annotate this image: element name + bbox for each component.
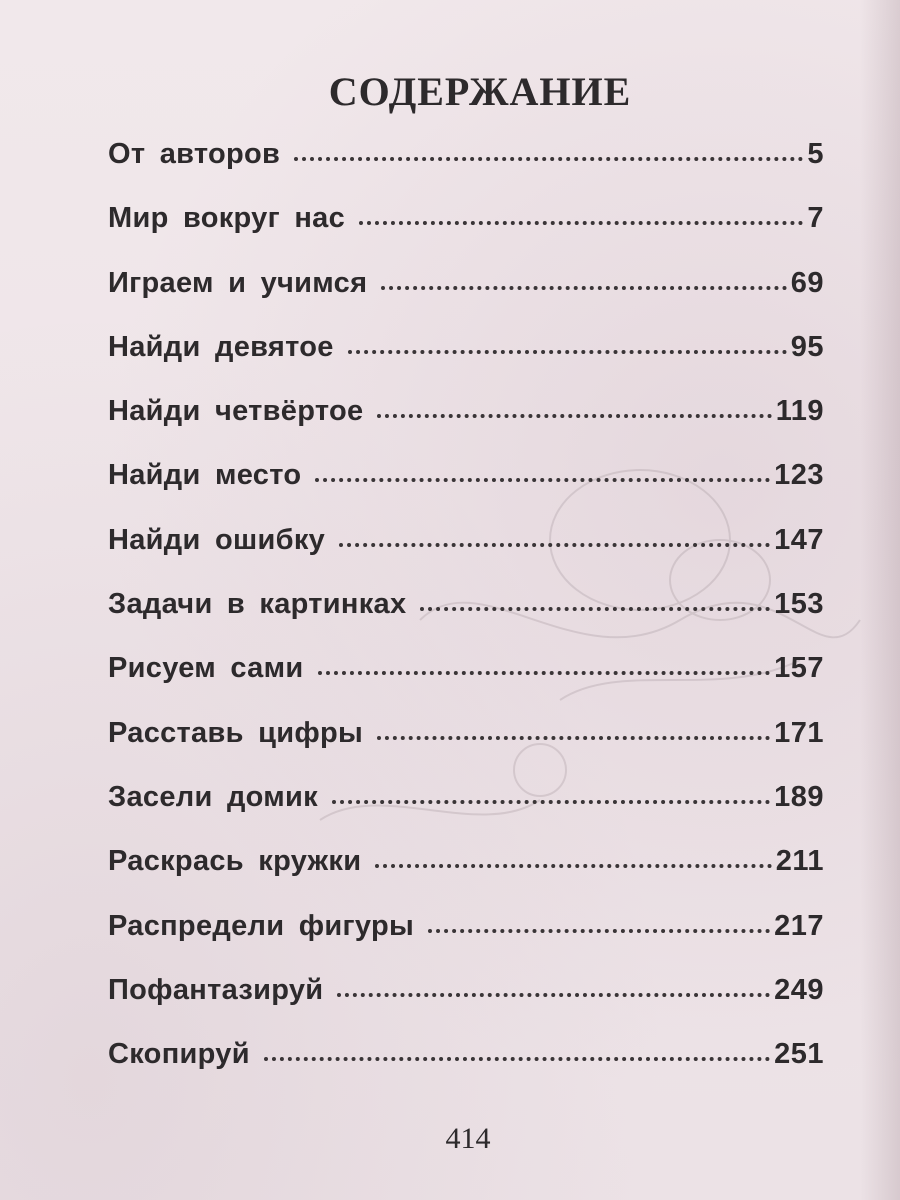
toc-entry — [108, 267, 824, 331]
toc-entry-page: 211 — [775, 845, 824, 878]
toc-entry-page: 7 — [807, 202, 824, 235]
dot-leader — [359, 221, 803, 225]
page-number: 414 — [445, 1122, 491, 1155]
toc-entry-title: Задачи в картинках — [108, 588, 407, 621]
toc-entry-page: 217 — [774, 909, 824, 942]
dot-leader — [377, 414, 771, 418]
toc-entry — [108, 781, 824, 845]
toc-entry-title: Найди четвёртое — [108, 395, 364, 428]
toc-entry — [108, 974, 824, 1038]
dot-leader — [294, 157, 803, 161]
dot-leader — [377, 736, 770, 740]
page-title: СОДЕРЖАНИЕ — [328, 69, 632, 114]
toc-entry — [108, 331, 824, 395]
toc-entry-title: Засели домик — [108, 780, 318, 813]
dot-leader — [381, 286, 786, 290]
dot-leader — [348, 350, 787, 354]
toc-entry-title: Расставь цифры — [108, 716, 364, 749]
toc-entry-title: От авторов — [108, 138, 281, 170]
toc-entry-title: Мир вокруг нас — [108, 202, 345, 235]
toc-entry-title: Рисуем сами — [108, 652, 304, 685]
toc-entry-title: Раскрась кружки — [108, 845, 362, 878]
dot-leader — [339, 543, 770, 547]
toc-entry — [108, 395, 824, 459]
toc-entry — [108, 459, 824, 523]
toc-entry-title: Найди место — [108, 459, 302, 492]
toc-entry-title: Играем и учимся — [108, 266, 368, 299]
toc-entry-page: 153 — [774, 588, 824, 621]
toc-entry — [108, 910, 824, 974]
toc-entry — [108, 652, 824, 716]
dot-leader — [315, 478, 770, 482]
toc-entry-page: 249 — [774, 973, 824, 1006]
toc-entry — [108, 588, 824, 652]
toc-entry-title: Скопируй — [108, 1038, 250, 1071]
toc-entry-page: 119 — [775, 395, 824, 428]
table-of-contents — [108, 138, 824, 1102]
dot-leader — [264, 1057, 770, 1061]
dot-leader — [337, 993, 770, 997]
dot-leader — [318, 671, 771, 675]
toc-entry — [108, 1038, 824, 1102]
page-edge-shadow — [860, 0, 900, 1200]
toc-entry-page: 147 — [774, 523, 824, 556]
toc-entry — [108, 717, 824, 781]
toc-entry — [108, 524, 824, 588]
dot-leader — [332, 800, 770, 804]
toc-entry-page: 95 — [790, 330, 824, 363]
dot-leader — [375, 864, 771, 868]
toc-entry-title: Распредели фигуры — [108, 909, 415, 942]
toc-entry-page: 5 — [807, 138, 824, 170]
toc-entry-page: 189 — [774, 780, 824, 813]
toc-entry-page: 157 — [774, 652, 824, 685]
toc-entry-page: 123 — [774, 459, 824, 492]
toc-entry-page: 251 — [774, 1038, 824, 1071]
toc-entry-title: Пофантазируй — [108, 973, 324, 1006]
toc-entry-title: Найди девятое — [108, 330, 334, 363]
toc-entry-page: 171 — [774, 716, 824, 749]
dot-leader — [420, 607, 770, 611]
dot-leader — [428, 929, 770, 933]
toc-entry — [108, 202, 824, 266]
toc-entry-title: Найди ошибку — [108, 523, 326, 556]
toc-entry — [108, 138, 824, 202]
toc-entry — [108, 845, 824, 909]
toc-entry-page: 69 — [790, 266, 824, 299]
